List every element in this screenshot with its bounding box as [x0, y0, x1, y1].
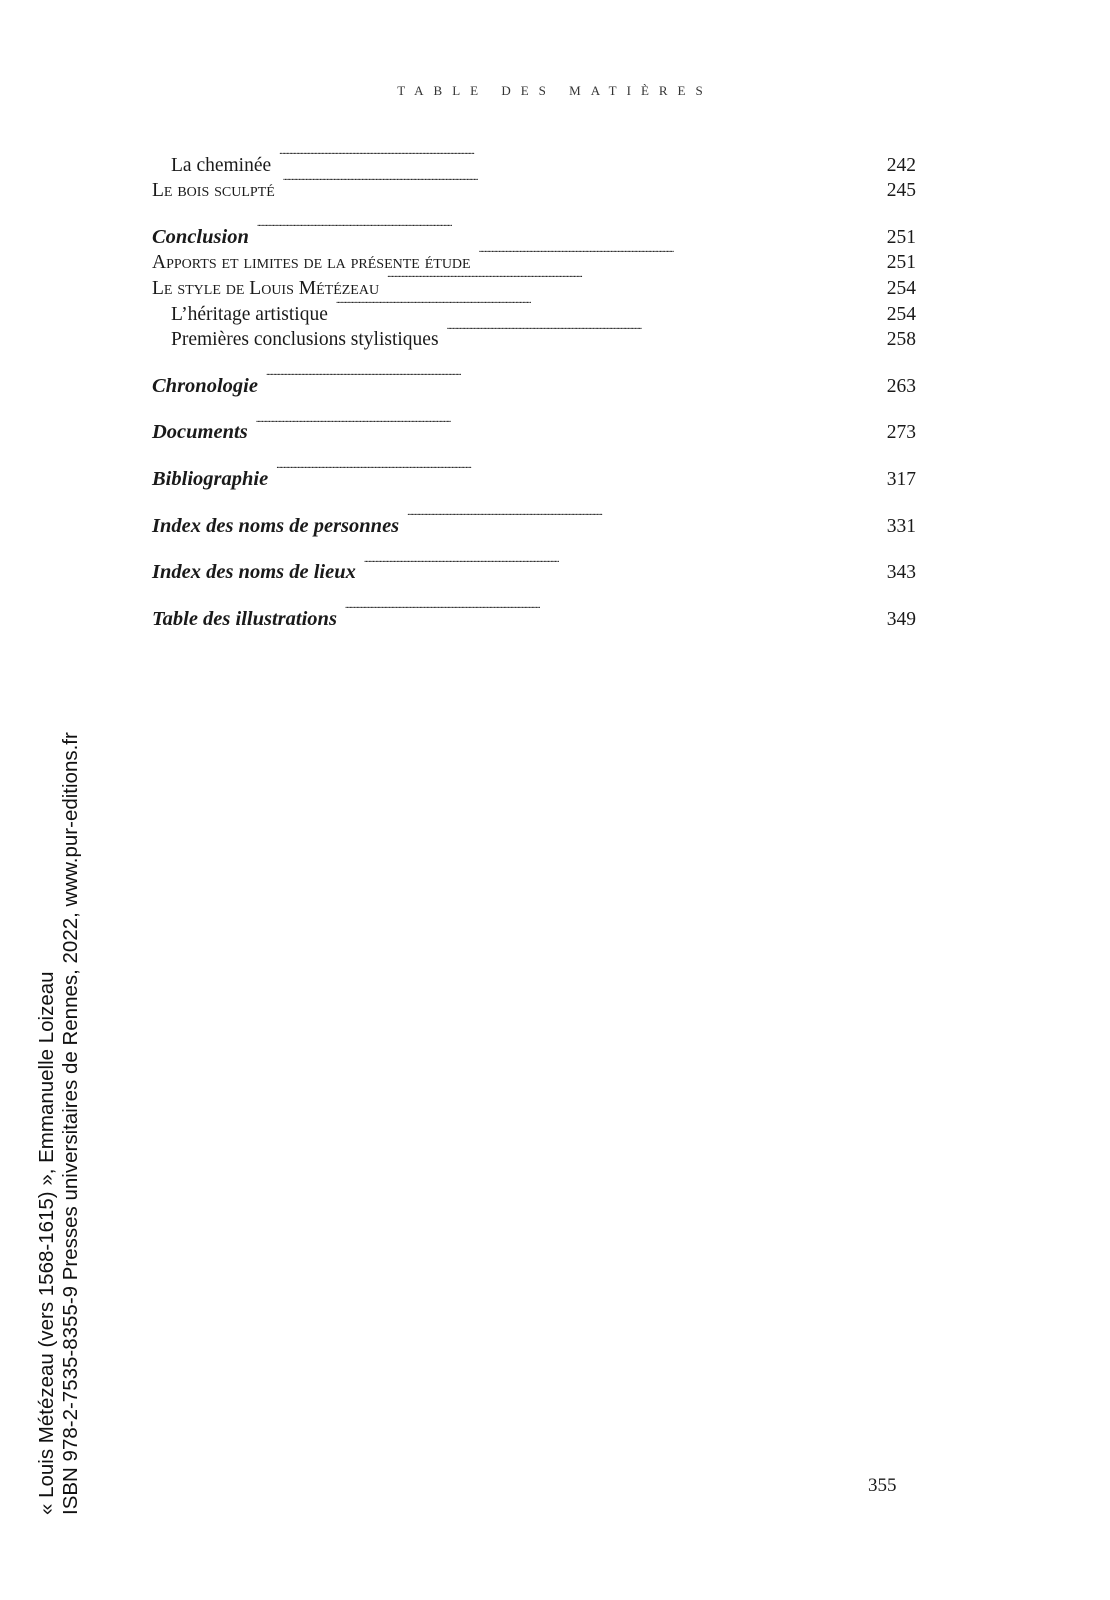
- toc-entry-page: 343: [886, 562, 916, 584]
- toc-leader-dots: [447, 320, 874, 346]
- toc-leader-dots: [407, 506, 874, 532]
- toc-entry: [152, 366, 916, 397]
- toc-leader-dots: [256, 413, 874, 439]
- toc-entry-page: 254: [886, 303, 916, 325]
- toc-entry-label: Table des illustrations: [152, 607, 337, 630]
- page-number: 355: [868, 1475, 897, 1496]
- toc-entry: [152, 459, 916, 490]
- toc-entry-label: Documents: [152, 421, 248, 444]
- toc-entry-page: 263: [886, 375, 916, 397]
- toc-entry: [152, 217, 916, 248]
- toc-entry-label: La cheminée: [171, 154, 272, 176]
- toc-entry-label: Premières conclusions stylistiques: [171, 329, 439, 351]
- toc-entry: [152, 599, 916, 630]
- toc-entry-label: Index des noms de lieux: [152, 561, 356, 584]
- toc-leader-dots: [283, 171, 874, 197]
- toc-leader-dots: [279, 145, 874, 171]
- toc-leader-dots: [276, 459, 874, 485]
- toc-entry-page: 273: [886, 422, 916, 444]
- toc-entry: [152, 413, 916, 444]
- toc-entry: [152, 506, 916, 537]
- toc-entry-page: 251: [886, 252, 916, 274]
- toc-entry-page: 331: [886, 515, 916, 537]
- running-header: TABLE DES MATIÈRES: [397, 83, 713, 98]
- toc-entry-label: Le bois sculpté: [152, 180, 275, 202]
- toc-leader-dots: [364, 553, 874, 579]
- toc-entry-page: 317: [886, 468, 916, 490]
- toc-entry-page: 254: [886, 277, 916, 299]
- toc-entry-page: 251: [886, 226, 916, 248]
- toc-leader-dots: [345, 599, 874, 625]
- toc-entry-label: L’héritage artistique: [171, 303, 328, 325]
- side-credit-line-isbn: ISBN 978-2-7535-8355-9 Presses universitaires de Rennes, 2022, www.pur-editions.fr: [59, 732, 82, 1515]
- toc-entry-label: Chronologie: [152, 374, 258, 397]
- toc-entry-page: 349: [886, 608, 916, 630]
- toc-entry: [152, 553, 916, 584]
- toc-leader-dots: [387, 268, 874, 294]
- side-credit-notice: [35, 715, 83, 1515]
- toc-entry-page: 245: [886, 180, 916, 202]
- toc-entry: [152, 243, 916, 274]
- toc-entry-label: Conclusion: [152, 225, 249, 248]
- toc-entry-label: Bibliographie: [152, 467, 269, 490]
- toc-entry-page: 242: [886, 154, 916, 176]
- side-credit-line-title: « Louis Métézeau (vers 1568-1615) », Emmanuelle Loizeau: [35, 971, 58, 1515]
- toc-leader-dots: [336, 294, 874, 320]
- table-of-contents: [152, 145, 916, 630]
- toc-leader-dots: [266, 366, 874, 392]
- toc-entry: [152, 145, 916, 176]
- toc-entry-label: Apports et limites de la présente étude: [152, 252, 471, 274]
- toc-entry-label: Index des noms de personnes: [152, 514, 400, 537]
- toc-leader-dots: [257, 217, 874, 243]
- toc-entry-page: 258: [886, 329, 916, 351]
- toc-entry-label: Le style de Louis Métézeau: [152, 277, 380, 299]
- toc-leader-dots: [479, 243, 874, 269]
